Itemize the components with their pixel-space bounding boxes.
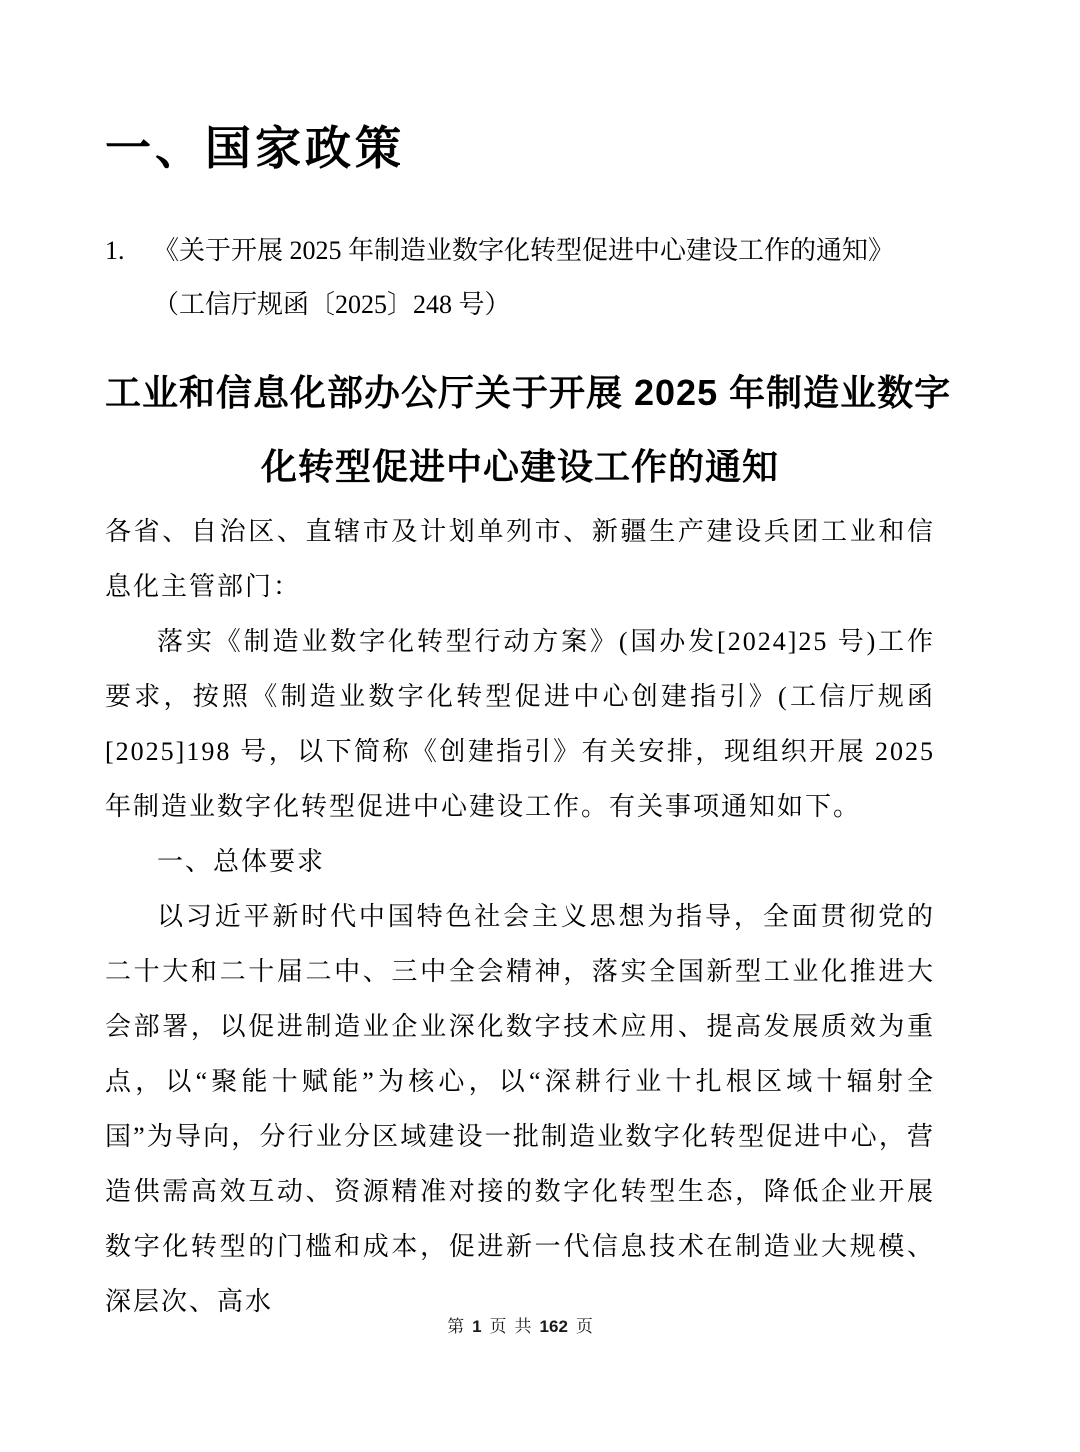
footer-label-mid1: 页 [489,1317,507,1336]
footer-label-suffix: 页 [575,1317,593,1336]
paragraph-intro: 落实《制造业数字化转型行动方案》(国办发[2024]25 号)工作要求，按照《制造业数字化转型促进中心创建指引》(工信厅规函[2025]198 号，以下简称《创建指引》有关安排，现组织开展 2025 年制造业数字化转型促进中心建设工作。有关事项通知如下。 [105,627,935,821]
footer-label-mid2: 共 [514,1317,532,1336]
paragraph-subheading: 一、总体要求 [157,847,326,876]
page-content [105,0,952,1329]
page-footer [105,1316,935,1338]
total-pages-number: 162 [539,1317,568,1336]
notice-title [105,356,952,504]
paragraph-overall-requirements: 以习近平新时代中国特色社会主义思想为指导，全面贯彻党的二十大和二十届二中、三中全会精神，落实全国新型工业化推进大会部署，以促进制造业企业深化数字技术应用、提高发展质效为重点，以“聚能十赋能”为核心，以“深耕行业十扎根区域十辐射全国”为导向，分行业分区域建设一批制造业数字化转型促进中心，营造供需高效互动、资源精准对接的数字化转型生态，降低企业开展数字化转型的门槛和成本，促进新一代信息技术在制造业大规模、深层次、高水 [105,902,935,1316]
document-body [105,504,935,1329]
current-page-number: 1 [472,1317,482,1336]
notice-title-line-1: 工业和信息化部办公厅关于开展 2025 年制造业数字 [105,372,952,413]
section-heading: 一、国家政策 [105,123,405,174]
paragraph-salutation: 各省、自治区、直辖市及计划单列市、新疆生产建设兵团工业和信息化主管部门： [105,517,935,601]
list-item-subtitle: （工信厅规函〔2025〕248 号） [153,290,511,319]
policy-list-item [105,224,935,332]
footer-label-prefix: 第 [447,1317,465,1336]
notice-title-line-2: 化转型促进中心建设工作的通知 [260,446,779,487]
list-item-text [153,224,935,332]
list-item-number: 1. [105,236,125,265]
list-item-title: 《关于开展 2025 年制造业数字化转型促进中心建设工作的通知》 [153,236,895,265]
